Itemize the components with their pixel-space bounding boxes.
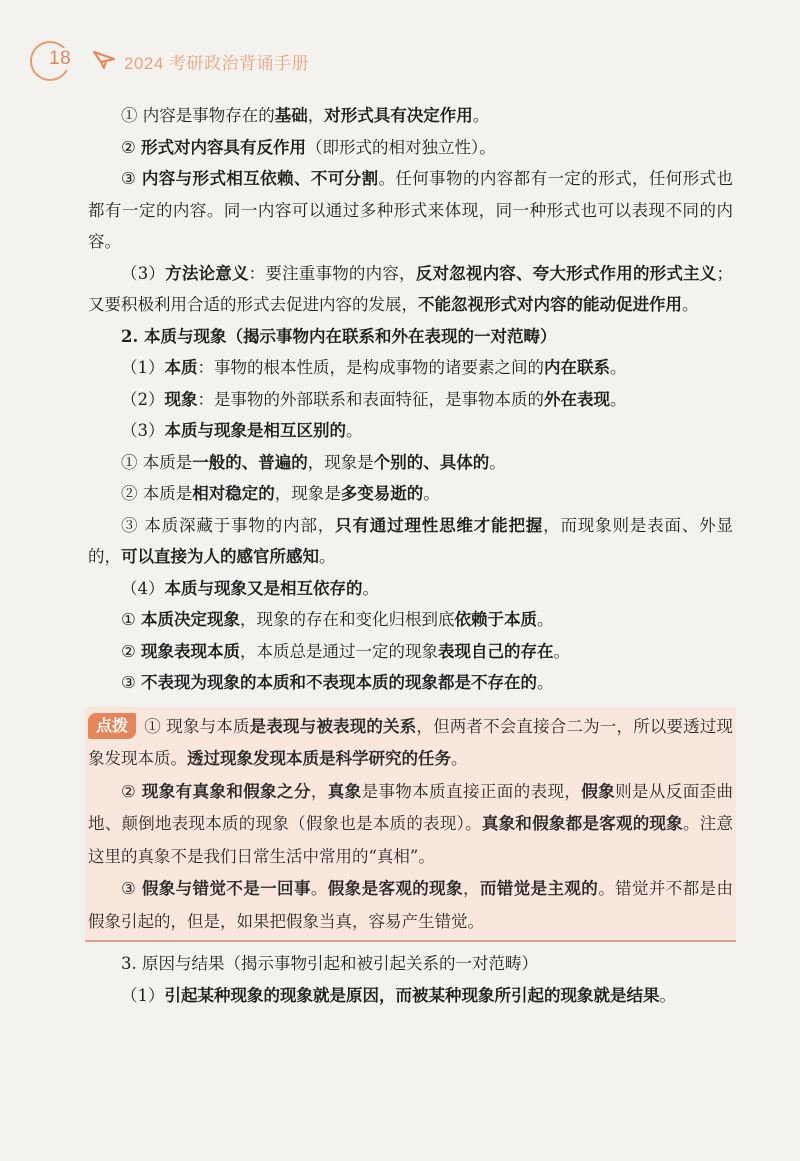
paragraph-phenomenon-definition: （2）现象：是事物的外部联系和表面特征，是事物本质的外在表现。 <box>121 389 627 409</box>
paragraph-content-basis: ① 内容是事物存在的基础，对形式具有决定作用。 <box>121 106 490 125</box>
paragraph-distinction: （3）本质与现象是相互区别的。 <box>121 421 363 440</box>
tip-box <box>85 707 736 943</box>
paragraph-methodology: （3）方法论意义：要注重事物的内容，反对忽视内容、夸大形式作用的形式主义；又要积极利用合适的形式去促进内容的发展，不能忽视形式对内容的能动促进作用。 <box>88 263 734 314</box>
paragraph-interdependence: （4）本质与现象又是相互依存的。 <box>121 578 379 598</box>
section-heading-essence-phenomenon: 2. 本质与现象（揭示事物内在联系和外在表现的一对范畴） <box>121 326 557 346</box>
paper-plane-icon <box>92 50 116 70</box>
page-header <box>0 0 800 100</box>
paragraph-interdependence-1: ① 本质决定现象，现象的存在和变化归根到底依赖于本质。 <box>121 610 554 629</box>
page-number: 18 <box>49 48 72 69</box>
paragraph-distinction-2: ② 本质是相对稳定的，现象是多变易逝的。 <box>121 484 440 503</box>
tip-badge: 点拨 <box>88 713 136 739</box>
book-title: 2024 考研政治背诵手册 <box>124 54 310 73</box>
paragraph-form-reaction: ② 形式对内容具有反作用（即形式的相对独立性）。 <box>121 137 496 157</box>
paragraph-distinction-3: ③ 本质深藏于事物的内部，只有通过理性思维才能把握，而现象则是表面、外显的，可以直接为人的感官所感知。 <box>88 515 733 566</box>
paragraph-cause-definition: （1）引起某种现象的现象就是原因，而被某种现象所引起的现象就是结果。 <box>121 985 676 1005</box>
paragraph-distinction-1: ① 本质是一般的、普遍的，现象是个别的、具体的。 <box>121 452 506 472</box>
page-content <box>88 100 733 1011</box>
tip-paragraph-3: ③ 假象与错觉不是一回事。假象是客观的现象，而错觉是主观的。错觉并不都是由假象引起的，但是，如果把假象当真，容易产生错觉。 <box>88 879 734 931</box>
paragraph-content-form-interdependence: ③ 内容与形式相互依赖、不可分割。任何事物的内容都有一定的形式，任何形式也都有一定的内容。同一内容可以通过多种形式来体现，同一种形式也可以表现不同的内容。 <box>88 169 733 251</box>
paragraph-interdependence-3: ③ 不表现为现象的本质和不表现本质的现象都是不存在的。 <box>121 673 554 692</box>
paragraph-interdependence-2: ② 现象表现本质，本质总是通过一定的现象表现自己的存在。 <box>121 641 571 661</box>
tip-paragraph-1: 点拨 ① 现象与本质是表现与被表现的关系，但两者不会直接合二为一，所以要透过现象发现本质。透过现象发现本质是科学研究的任务。 <box>88 711 733 776</box>
section-heading-cause-effect: 3. 原因与结果（揭示事物引起和被引起关系的一对范畴） <box>121 954 538 973</box>
paragraph-essence-definition: （1）本质：事物的根本性质，是构成事物的诸要素之间的内在联系。 <box>121 358 627 377</box>
tip-paragraph-2: ② 现象有真象和假象之分，真象是事物本质直接正面的表现，假象则是从反面歪曲地、颠倒地表现本质的现象（假象也是本质的表现）。真象和假象都是客观的现象。注意这里的真象不是我们日常生活中常用的“真相”。 <box>88 781 734 866</box>
